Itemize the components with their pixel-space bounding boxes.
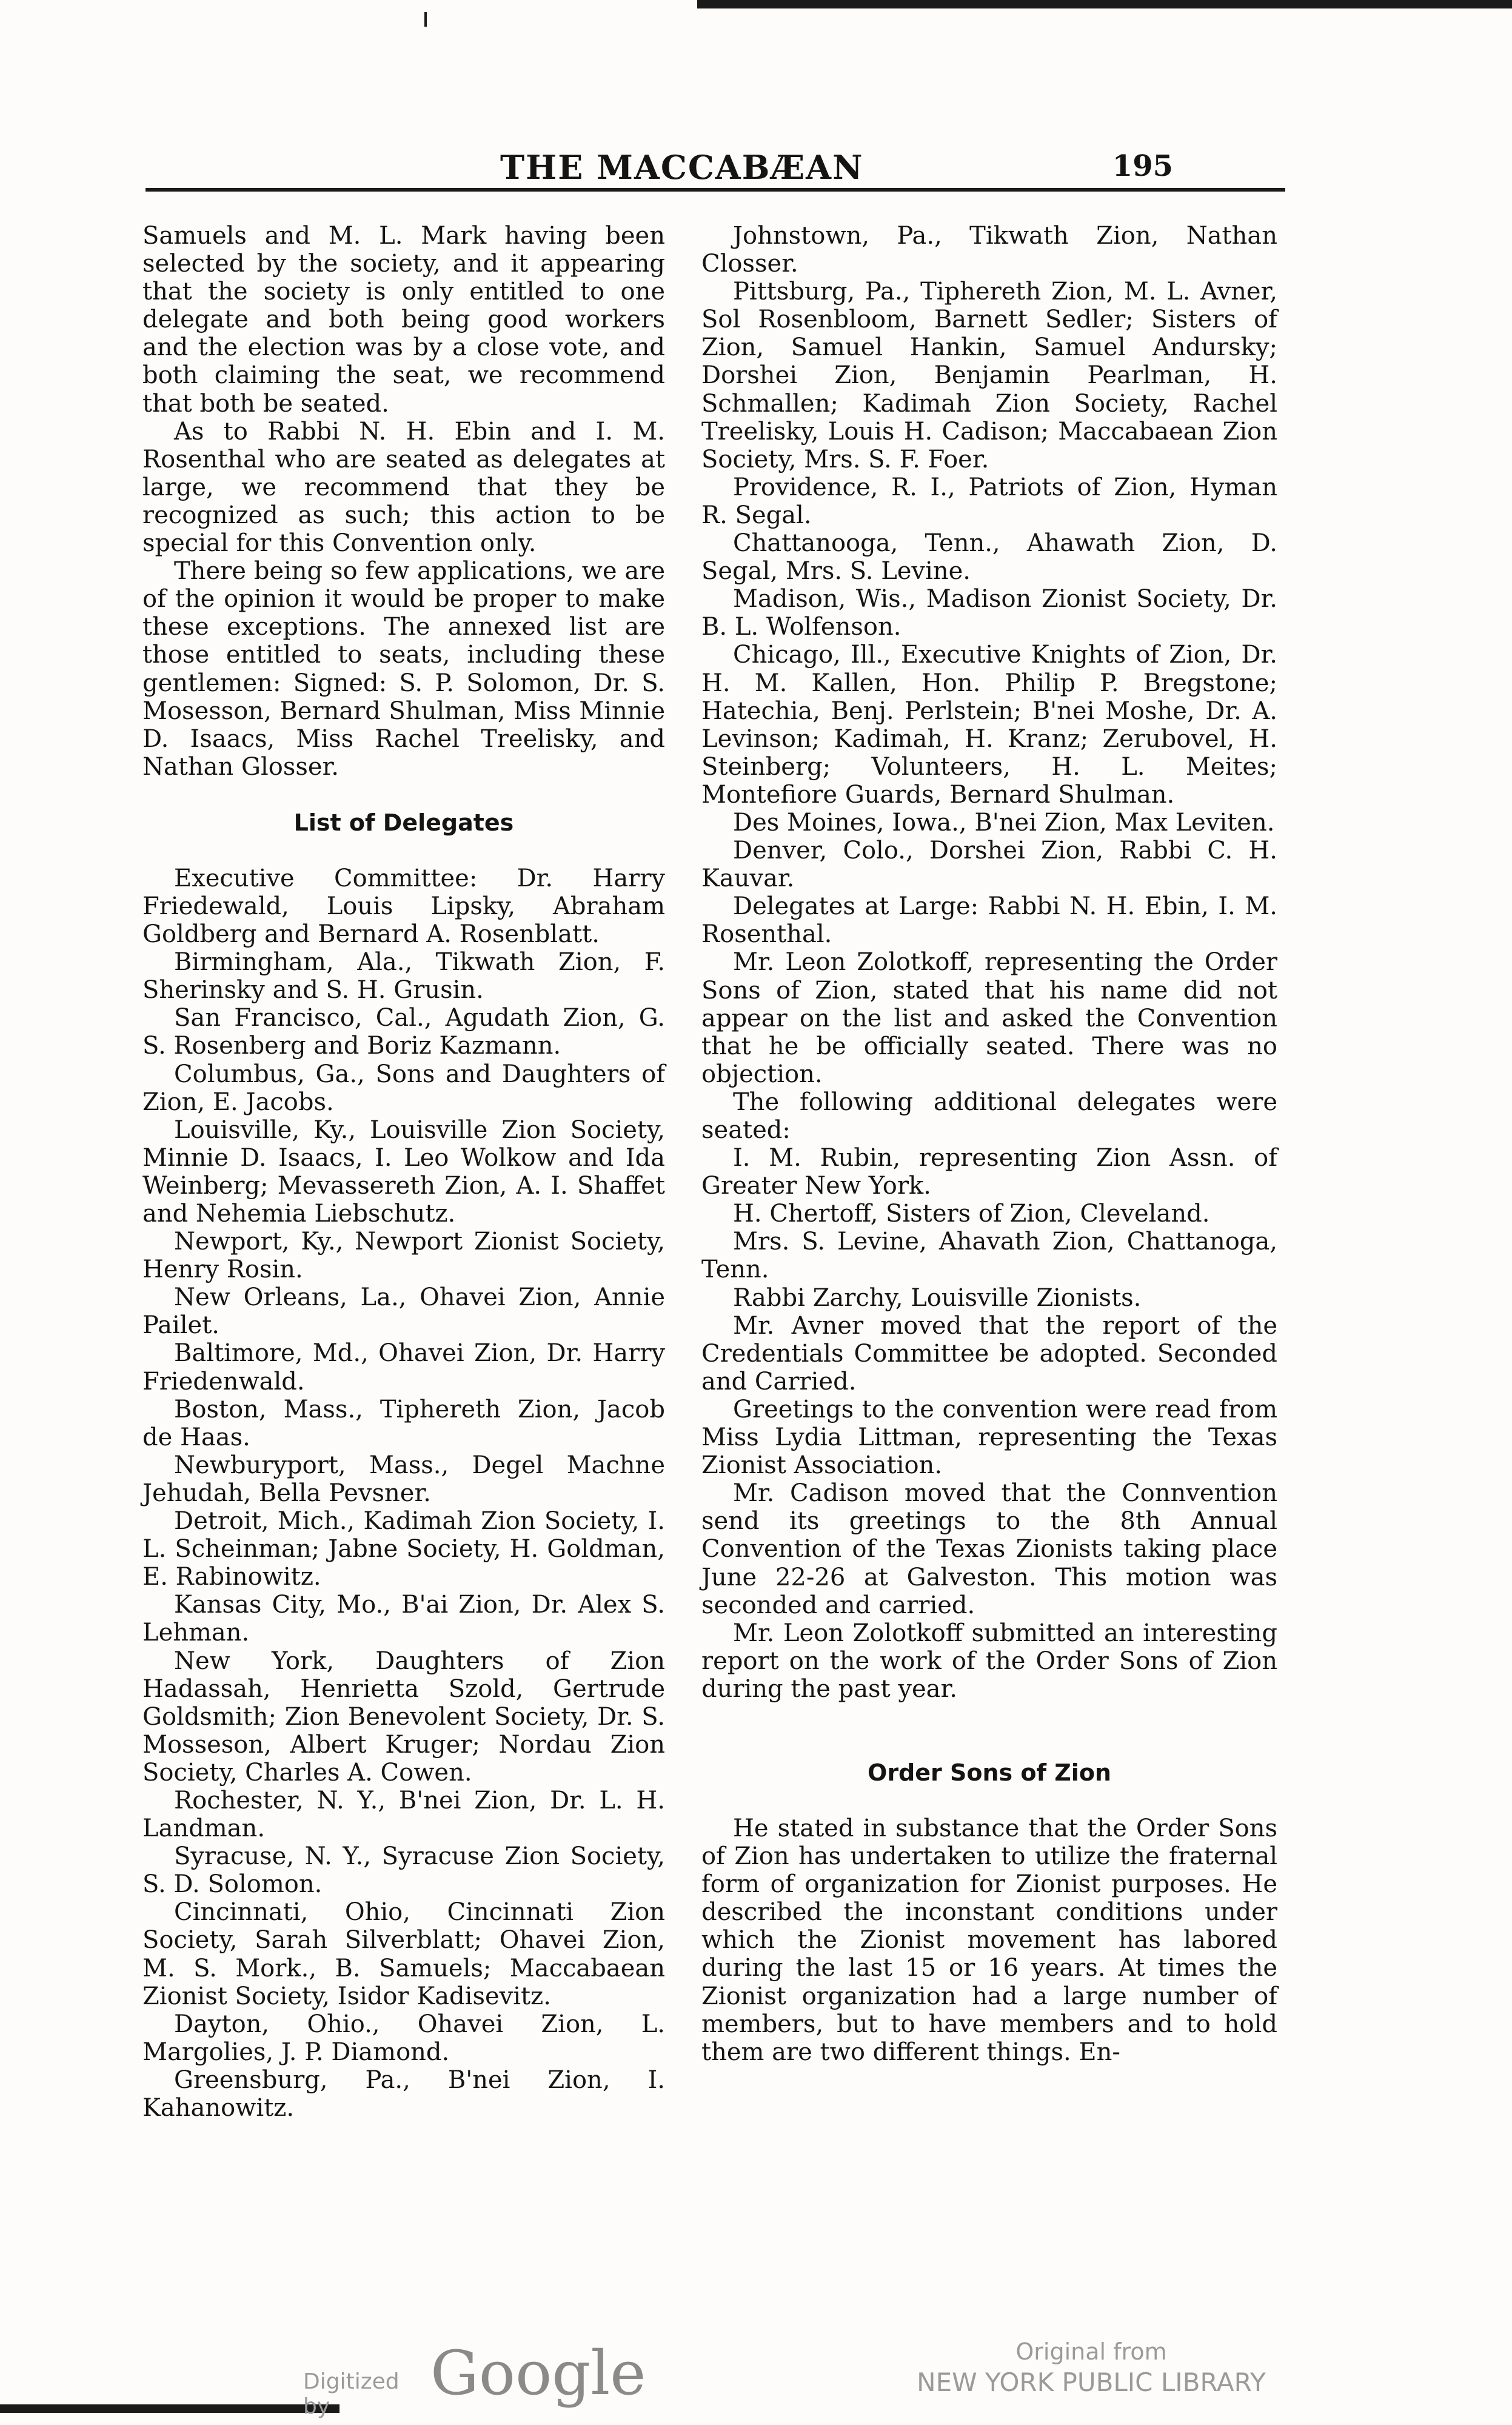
delegate-entry: New Orleans, La., Ohavei Zion, Annie Pailet. xyxy=(142,1283,665,1340)
section-heading-order-sons: Order Sons of Zion xyxy=(868,1759,1111,1786)
proceedings-paragraph: Mr. Leon Zolotkoff, representing the Order Sons of Zion, stated that his name did not appear on the list and asked the Convention that he be officially seated. There was no objection. xyxy=(701,948,1277,1088)
proceedings-paragraph: I. M. Rubin, representing Zion Assn. of Greater New York. xyxy=(701,1144,1277,1200)
digitized-label: Digitized by xyxy=(303,2369,400,2419)
delegate-entry: Newburyport, Mass., Degel Machne Jehudah, Bella Pevsner. xyxy=(142,1451,665,1507)
delegate-entry: Birmingham, Ala., Tikwath Zion, F. Sherinsky and S. H. Grusin. xyxy=(142,948,665,1005)
section-heading-delegates: List of Delegates xyxy=(293,809,514,836)
proceedings-paragraph: Rabbi Zarchy, Louisville Zionists. xyxy=(733,1283,1142,1312)
delegate-entry: Pittsburg, Pa., Tiphereth Zion, M. L. Avner, Sol Rosenbloom, Barnett Sedler; Sisters of Zion, Samuel Hankin, Samuel Andursky; Dorshei Zion, Benjamin Pearlman, H. Schmallen; Kadimah Zion Society, Rachel Treelisky, Louis H. Cadison; Maccabaean Zion Society, Mrs. S. F. Foer. xyxy=(701,278,1277,473)
google-logo: Google xyxy=(430,2338,646,2409)
paragraph: There being so few applications, we are of the opinion it would be proper to make these exceptions. The annexed list are those entitled to seats, including these gentlemen: Signed: S. P. Solomon, Dr. S. Mosesson, Bernard Shulman, Miss Minnie D. Isaacs, Miss Rachel Treelisky, and Nathan Glosser. xyxy=(142,557,665,781)
delegate-entry: Detroit, Mich., Kadimah Zion Society, I. L. Scheinman; Jabne Society, H. Goldman, E. Rabinowitz. xyxy=(142,1507,665,1591)
delegate-entry: Greensburg, Pa., B'nei Zion, I. Kahanowitz. xyxy=(142,2065,665,2122)
delegate-entry: Newport, Ky., Newport Zionist Society, Henry Rosin. xyxy=(142,1228,665,1284)
delegate-entry: Chattanooga, Tenn., Ahawath Zion, D. Segal, Mrs. S. Levine. xyxy=(701,529,1277,586)
page-number: 195 xyxy=(1112,149,1173,183)
delegate-entry: Dayton, Ohio., Ohavei Zion, L. Margolies, J. P. Diamond. xyxy=(142,2010,665,2066)
delegate-entry: Providence, R. I., Patriots of Zion, Hyman R. Segal. xyxy=(701,473,1277,529)
delegate-entry: Chicago, Ill., Executive Knights of Zion, Dr. H. M. Kallen, Hon. Philip P. Bregstone; Hatechia, Benj. Perlstein; B'nei Moshe, Dr. A. Levinson; Kadimah, H. Kranz; Zerubovel, H. Steinberg; Volunteers, H. L. Meites; Montefiore Guards, Bernard Shulman. xyxy=(701,641,1277,809)
top-scan-tick xyxy=(424,12,427,27)
paragraph: Samuels and M. L. Mark having been selected by the society, and it appearing that the society is only entitled to one delegate and both being good workers and the election was by a close vote, and both claiming the seat, we recommend that both be seated. xyxy=(142,222,665,418)
delegate-entry: Des Moines, Iowa., B'nei Zion, Max Leviten. xyxy=(733,808,1275,837)
delegate-entry: San Francisco, Cal., Agudath Zion, G. S. Rosenberg and Boriz Kazmann. xyxy=(142,1004,665,1060)
left-column xyxy=(142,222,665,2122)
running-header xyxy=(500,148,1173,193)
proceedings-paragraph: Mr. Avner moved that the report of the Credentials Committee be adopted. Seconded and Carried. xyxy=(701,1311,1277,1396)
proceedings-paragraph: Mr. Cadison moved that the Connvention send its greetings to the 8th Annual Convention of the Texas Zionists taking place June 22-26 at Galveston. This motion was seconded and carried. xyxy=(701,1479,1277,1619)
delegate-entry: Baltimore, Md., Ohavei Zion, Dr. Harry Friedenwald. xyxy=(142,1339,665,1396)
delegate-entry: Johnstown, Pa., Tikwath Zion, Nathan Closser. xyxy=(701,222,1277,278)
right-column xyxy=(701,222,1277,2066)
delegate-entry: Columbus, Ga., Sons and Daughters of Zion, E. Jacobs. xyxy=(142,1060,665,1116)
delegate-entry: Syracuse, N. Y., Syracuse Zion Society, S. D. Solomon. xyxy=(142,1842,665,1899)
journal-title: THE MACCABÆAN xyxy=(500,148,864,187)
delegate-entry: Louisville, Ky., Louisville Zion Society, Minnie D. Isaacs, I. Leo Wolkow and Ida Weinberg; Mevassereth Zion, A. I. Shaffet and Nehemia Liebschutz. xyxy=(142,1116,665,1228)
delegate-entry: Executive Committee: Dr. Harry Friedewald, Louis Lipsky, Abraham Goldberg and Bernard A. Rosenblatt. xyxy=(142,864,665,949)
delegate-entry: Kansas City, Mo., B'ai Zion, Dr. Alex S. Lehman. xyxy=(142,1591,665,1647)
library-name: NEW YORK PUBLIC LIBRARY xyxy=(917,2367,1266,2397)
proceedings-paragraph: The following additional delegates were seated: xyxy=(701,1088,1277,1144)
header-rule xyxy=(146,188,1285,192)
proceedings-paragraph: Greetings to the convention were read from Miss Lydia Littman, representing the Texas Zionist Association. xyxy=(701,1395,1277,1480)
paragraph: As to Rabbi N. H. Ebin and I. M. Rosenthal who are seated as delegates at large, we recommend that they be recognized as such; this action to be special for this Convention only. xyxy=(142,417,665,558)
delegate-entry: Cincinnati, Ohio, Cincinnati Zion Society, Sarah Silverblatt; Ohavei Zion, M. S. Mork., B. Samuels; Maccabaean Zionist Society, Isidor Kadisevitz. xyxy=(142,1898,665,2010)
original-source-watermark xyxy=(879,2338,1303,2400)
bottom-scan-bar xyxy=(0,2404,340,2413)
original-from-label: Original from xyxy=(1015,2338,1167,2365)
paragraph: He stated in substance that the Order Sons of Zion has undertaken to utilize the fraternal form of organization for Zionist purposes. He described the inconstant conditions under which the Zionist movement has labored during the last 15 or 16 years. At times the Zionist organization had a large number of members, but to have members and to hold them are two different things. En- xyxy=(701,1814,1277,2066)
proceedings-paragraph: Mrs. S. Levine, Ahavath Zion, Chattanoga, Tenn. xyxy=(701,1228,1277,1284)
delegate-entry: Madison, Wis., Madison Zionist Society, Dr. B. L. Wolfenson. xyxy=(701,585,1277,641)
top-scan-bar xyxy=(697,0,1512,8)
delegate-entry: Delegates at Large: Rabbi N. H. Ebin, I. M. Rosenthal. xyxy=(701,892,1277,949)
delegate-entry: Denver, Colo., Dorshei Zion, Rabbi C. H. Kauvar. xyxy=(701,837,1277,893)
proceedings-paragraph: H. Chertoff, Sisters of Zion, Cleveland. xyxy=(733,1200,1210,1228)
delegate-entry: Boston, Mass., Tiphereth Zion, Jacob de Haas. xyxy=(142,1395,665,1451)
delegate-entry: New York, Daughters of Zion Hadassah, Henrietta Szold, Gertrude Goldsmith; Zion Benevolent Society, Dr. S. Mosseson, Albert Kruger; Nordau Zion Society, Charles A. Cowen. xyxy=(142,1647,665,1787)
proceedings-paragraph: Mr. Leon Zolotkoff submitted an interesting report on the work of the Order Sons of Zion during the past year. xyxy=(701,1619,1277,1703)
delegate-entry: Rochester, N. Y., B'nei Zion, Dr. L. H. Landman. xyxy=(142,1786,665,1843)
